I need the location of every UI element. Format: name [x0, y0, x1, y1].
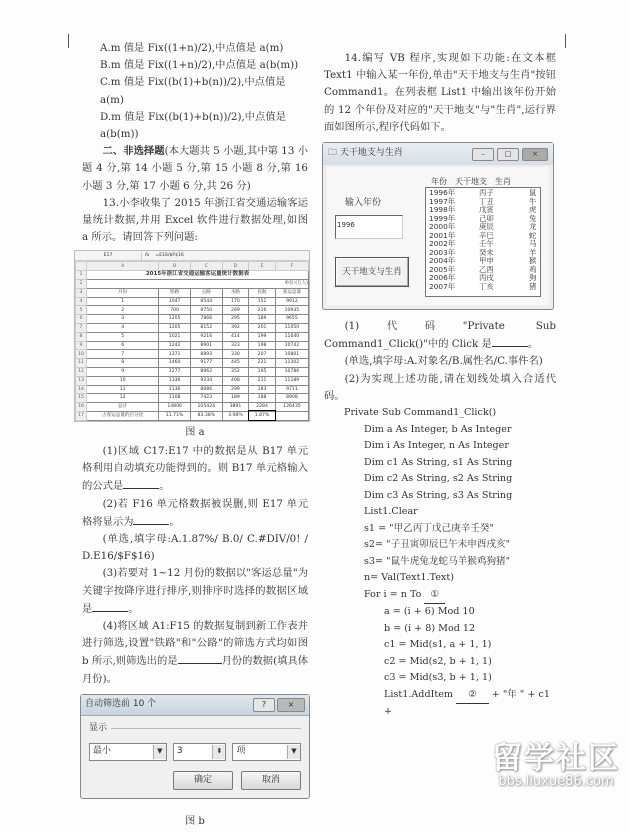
data-cell: 1021: [159, 332, 191, 341]
code-line: n= Val(Text1.Text): [364, 572, 454, 584]
answer-blank: [92, 600, 128, 612]
data-cell: 7866: [190, 315, 222, 324]
list-item-year: 2003年: [429, 247, 456, 257]
list-item-year: 2000年: [429, 222, 456, 232]
q13-3-text: (3)若要对 1~12 月份的数据以"客运总量"为关键字按降序进行排序,则排序时选择的数据区域是: [82, 567, 308, 615]
data-cell: 8750: [190, 306, 222, 315]
data-cell: 126435: [275, 403, 308, 412]
list-item-ganzhi: 丁亥: [479, 281, 494, 291]
excel-grid: [75, 261, 309, 420]
watermark-title: 留学社区: [492, 741, 620, 776]
list-item-zodiac: 狗: [529, 273, 537, 283]
data-cell: 9655: [275, 315, 308, 324]
data-cell: 211: [249, 376, 276, 385]
excel-figure: [74, 250, 310, 421]
code-line: c2 = Mid(s2, b + 1, 1): [384, 655, 492, 667]
data-cell: 占客运总量的百分比: [87, 411, 159, 420]
row-number: 6: [76, 315, 87, 324]
data-cell: 183: [249, 385, 276, 394]
table-row: [76, 288, 309, 297]
list-item-zodiac: 鼠: [529, 188, 537, 198]
for-prefix: For i = n To: [364, 588, 422, 600]
header-zodiac: 生肖: [495, 177, 511, 187]
data-cell: 5: [87, 332, 159, 341]
list-item-ganzhi: 辛巳: [479, 230, 494, 240]
row-number: 3: [76, 288, 87, 297]
row-number: 12: [76, 368, 87, 377]
section2-text: (本大题共 5 小题,其中第 13 小题 4 分,第 14 小题 5 分,第 15 小题 8 分,第 16 小题 3 分,第 17 小题 6 分,共 26 分): [82, 145, 309, 192]
q13-2-text: (2)若 F16 单元格数据被误删,则 E17 单元格将显示为: [82, 497, 308, 528]
watermark-url: bbs.liuxue86.com: [498, 774, 614, 789]
right-column: [324, 50, 556, 721]
code-line: c1 = Mid(s1, a + 1, 1): [384, 639, 492, 651]
list-item-zodiac: 龙: [529, 222, 537, 232]
data-cell: 8: [87, 359, 159, 368]
fig-a-caption: 图 a: [185, 426, 205, 438]
formula-input[interactable]: =E16/$F$16: [155, 253, 184, 259]
data-cell: 408: [222, 376, 249, 385]
row-number: 5: [76, 306, 87, 315]
period: 。: [169, 515, 180, 528]
data-cell: 1.87%: [249, 411, 276, 420]
row-number: 4: [76, 297, 87, 306]
list-item-zodiac: 猪: [529, 281, 537, 291]
dialog-title: 自动筛选前 10 个: [85, 699, 157, 710]
data-cell: 11.71%: [159, 411, 191, 420]
additem-suffix: + "年 " + c1 +: [384, 688, 550, 718]
period: 。: [128, 602, 139, 615]
section2-heading: 二、非选择题: [102, 145, 165, 158]
data-cell: 201: [249, 324, 276, 333]
data-cell: 2284: [249, 403, 276, 412]
crop-mark-left: [54, 34, 69, 48]
column-header: D: [222, 262, 249, 271]
row-number: 14: [76, 385, 87, 394]
row-number: 9: [76, 341, 87, 350]
code-line-for: [324, 587, 556, 605]
code-line-additem: [324, 687, 556, 721]
data-cell: 9177: [190, 359, 222, 368]
q14-1: [324, 318, 556, 353]
close-button[interactable]: ×: [277, 698, 305, 712]
show-group: [89, 720, 301, 737]
data-cell: 1205: [159, 324, 191, 333]
data-cell: 1277: [159, 368, 191, 377]
data-cell: 8908: [275, 394, 308, 403]
data-cell: 299: [222, 385, 249, 394]
data-cell: 11050: [275, 324, 308, 333]
q13-3: [82, 565, 308, 618]
data-cell: 9912: [275, 297, 308, 306]
data-cell: 9234: [190, 376, 222, 385]
fig-b-caption: 图 b: [185, 816, 205, 828]
table-row: [76, 341, 309, 350]
command1-button[interactable]: 天干地支与生肖: [335, 257, 409, 287]
fx-icon: fx: [145, 253, 150, 259]
form-titlebar: [323, 143, 553, 165]
list-item-ganzhi: 戊寅: [479, 205, 494, 215]
data-cell: 414: [222, 332, 249, 341]
column-header: B: [159, 262, 191, 271]
option-c: C.m 值是 Fix((b(1)+b(n))/2),中点值是 a(m): [100, 76, 286, 106]
data-cell: 216: [249, 306, 276, 315]
list-item-zodiac: 牛: [529, 196, 537, 206]
data-cell: 10742: [275, 341, 308, 350]
data-cell: 1205: [159, 315, 191, 324]
blank-1: ①: [424, 587, 445, 605]
form-icon: 🗀: [328, 148, 338, 159]
data-cell: [275, 411, 308, 420]
data-cell: 1371: [159, 350, 191, 359]
list-item-year: 2006年: [429, 273, 456, 283]
code-line: Dim i As Integer, n As Integer: [364, 440, 509, 452]
unit-label: 单位:(万人): [87, 280, 309, 289]
data-cell: 195: [249, 368, 276, 377]
ok-button[interactable]: 确定: [173, 771, 233, 790]
table-row: [76, 385, 309, 394]
code-line: Dim c3 As String, s3 As String: [364, 489, 513, 501]
close-button[interactable]: ×: [522, 148, 548, 161]
row-number: 15: [76, 394, 87, 403]
list1-listbox[interactable]: [425, 187, 541, 297]
list-item-ganzhi: 甲申: [479, 256, 494, 266]
table-row: [76, 297, 309, 306]
show-label: 显示: [89, 722, 108, 733]
data-cell: 10935: [275, 306, 308, 315]
list-item-year: 2005年: [429, 264, 456, 274]
list-item-year: 1997年: [429, 196, 456, 206]
table-row: [76, 280, 309, 289]
data-cell: 9: [87, 368, 159, 377]
q13-4: [82, 618, 308, 688]
code-line: b = (i + 8) Mod 12: [384, 622, 476, 634]
data-cell: 1047: [159, 297, 191, 306]
row-number: 1: [76, 271, 87, 280]
q14-intro: 14.编写 VB 程序,实现如下功能:在文本框 Text1 中输入某一年份,单击"天干地支与生肖"按钮 Command1。在列表框 List1 中输出该年份开始的 12 个年份及对应的"天干地支"与"生肖",运行界面如图所示,程序代码如下。: [324, 52, 556, 133]
q13-4-text: (4)将区域 A1:F15 的数据复制到新工作表并进行筛选,设置"铁路"和"公路"的筛选方式均如图 b 所示,则筛选出的是: [82, 620, 308, 668]
period: 。: [527, 338, 539, 351]
chevron-down-icon[interactable]: ▼: [153, 745, 166, 759]
list-item-zodiac: 猴: [529, 256, 537, 266]
data-cell: 170: [222, 297, 249, 306]
list-item-year: 2001年: [429, 230, 456, 240]
data-cell: 6: [87, 341, 159, 350]
data-cell: 11: [87, 385, 159, 394]
chevron-down-icon[interactable]: ▼: [287, 745, 300, 759]
code-line: Private Sub Command1_Click(): [344, 407, 497, 419]
data-cell: 700: [159, 306, 191, 315]
data-cell: 1336: [159, 376, 191, 385]
data-cell: 10786: [275, 368, 308, 377]
left-column: [78, 40, 309, 832]
dialog-titlebar: [81, 695, 309, 716]
data-cell: 8893: [190, 350, 222, 359]
list-item-ganzhi: 丁丑: [479, 196, 494, 206]
list-item-ganzhi: 壬午: [479, 239, 494, 249]
data-cell: 188: [249, 394, 276, 403]
blank-2: ②: [456, 687, 489, 705]
text1-input[interactable]: 1996: [335, 215, 403, 239]
data-cell: 9711: [275, 385, 308, 394]
data-cell: 10801: [275, 350, 308, 359]
code-line: c3 = Mid(s3, b + 1, 1): [384, 672, 492, 684]
q14-1-choices: (单选,填字母:A.对象名/B.属性名/C.事件名): [344, 355, 543, 368]
name-box[interactable]: E17: [75, 252, 142, 260]
data-cell: 2: [87, 306, 159, 315]
items-percent-select[interactable]: [232, 743, 301, 761]
answer-blank: [133, 513, 169, 525]
data-cell: 11189: [275, 376, 308, 385]
table-row: [76, 306, 309, 315]
formula-bar: [75, 251, 309, 261]
code-line: Dim a As Integer, b As Integer: [364, 423, 512, 435]
option-a: A.m 值是 Fix((1+n)/2),中点值是 a(m): [100, 42, 284, 54]
column-header: E: [249, 262, 276, 271]
list-item-zodiac: 鸡: [529, 264, 537, 274]
list-item-ganzhi: 丙子: [479, 188, 494, 198]
row-number: 13: [76, 376, 87, 385]
header-ganzhi: 天干地支: [455, 177, 487, 187]
data-cell: 总计: [87, 403, 159, 412]
list-item[interactable]: [429, 283, 537, 292]
top-bottom-value: 最小: [93, 746, 112, 757]
data-cell: 8152: [190, 324, 222, 333]
q14-1-text: (1)代码"Private Sub Command1_Click()"中的 Click 是: [324, 320, 556, 351]
table-row: [76, 394, 309, 403]
data-cell: 1136: [159, 385, 191, 394]
row-number: 7: [76, 324, 87, 333]
sheet-title: 2015年浙江省交通运输客运量统计数据表: [87, 271, 309, 280]
autofilter-dialog: [80, 694, 310, 799]
option-b: B.m 值是 Fix((1+n)/2),中点值是 a(b(m)): [100, 59, 299, 72]
code-line: Dim c1 As String, s1 As String: [364, 456, 513, 468]
answer-blank: [178, 652, 222, 664]
data-cell: 330: [222, 350, 249, 359]
row-number: 17: [76, 411, 87, 420]
q14-2: (2)为实现上述功能,请在划线处填入合适代码。: [324, 372, 556, 402]
list-item-zodiac: 蛇: [529, 230, 537, 240]
header-cell: 客运总量: [275, 288, 308, 297]
q13-2-choices: (单选,填字母:A.1.87%/ B.0/ C.#DIV/0! / D.E16/$F$16): [82, 533, 308, 563]
data-cell: 221: [249, 359, 276, 368]
list-item-ganzhi: 丙戌: [479, 273, 494, 283]
data-cell: 1242: [159, 341, 191, 350]
maximize-button[interactable]: □: [497, 148, 519, 161]
data-cell: 12: [87, 394, 159, 403]
input-year-label: 输入年份: [345, 198, 382, 209]
period: 。: [159, 480, 170, 493]
row-number: 16: [76, 403, 87, 412]
data-cell: 9216: [190, 332, 222, 341]
data-cell: 323: [222, 341, 249, 350]
list-item-zodiac: 虎: [529, 205, 537, 215]
vb-code: [324, 405, 556, 721]
vb-form-window: [322, 142, 554, 310]
q13-1: [82, 443, 308, 496]
section2: [82, 143, 308, 195]
data-cell: 189: [249, 315, 276, 324]
minimize-button[interactable]: –: [472, 148, 494, 161]
watermark-logo: [492, 743, 620, 789]
table-row: [76, 403, 309, 412]
data-cell: 83.38%: [190, 411, 222, 420]
row-number: 8: [76, 332, 87, 341]
data-cell: 445: [222, 359, 249, 368]
list-item-zodiac: 羊: [529, 247, 537, 257]
data-cell: 198: [249, 341, 276, 350]
list-item-ganzhi: 癸未: [479, 247, 494, 257]
data-cell: 8086: [190, 385, 222, 394]
row-number: 11: [76, 359, 87, 368]
data-cell: 11640: [275, 332, 308, 341]
data-cell: 8962: [190, 368, 222, 377]
header-cell: 铁路: [159, 288, 191, 297]
data-cell: 1: [87, 297, 159, 306]
answer-blank: [123, 477, 159, 489]
column-header-row: [76, 262, 309, 271]
header-cell: 月份: [87, 288, 159, 297]
table-row: [76, 359, 309, 368]
table-row: [76, 315, 309, 324]
data-cell: 269: [222, 306, 249, 315]
code-line: Dim c2 As String, s2 As String: [364, 473, 513, 485]
data-cell: 199: [249, 332, 276, 341]
data-cell: 352: [222, 368, 249, 377]
q13-4-text-end: 月份的数据(填具体月份)。: [82, 655, 308, 685]
data-cell: 207: [249, 350, 276, 359]
code-line: s2= "子丑寅卯辰巳午未申酉戌亥": [364, 539, 511, 551]
list-item-year: 1999年: [429, 213, 456, 223]
list-item-year: 1996年: [429, 188, 456, 198]
corner-cell: [76, 262, 87, 271]
option-d: D.m 值是 Fix((b(1)+b(n))/2),中点值是 a(b(m)): [100, 110, 286, 141]
data-cell: 14806: [159, 403, 191, 412]
list-item-ganzhi: 乙酉: [479, 264, 494, 274]
column-header: C: [190, 262, 222, 271]
data-cell: 189: [222, 394, 249, 403]
q13-2: [82, 496, 308, 531]
list-item-year: 2002年: [429, 239, 456, 249]
list-item-zodiac: 马: [529, 239, 537, 249]
data-cell: 3.08%: [222, 411, 249, 420]
data-cell: 10: [87, 376, 159, 385]
spinner-arrows-icon[interactable]: ⬍: [212, 745, 225, 759]
list-item-zodiac: 兔: [529, 213, 537, 223]
list-item-year: 1998年: [429, 205, 456, 215]
help-button[interactable]: ?: [253, 698, 275, 712]
data-cell: 1108: [159, 394, 191, 403]
data-cell: 295: [222, 315, 249, 324]
table-row: [76, 271, 309, 280]
code-line: List1.Clear: [364, 506, 418, 518]
code-line: a = (i + 6) Mod 10: [384, 606, 475, 618]
list-item-year: 2004年: [429, 256, 456, 266]
data-cell: 392: [222, 324, 249, 333]
table-row: [76, 376, 309, 385]
header-cell: 公路: [190, 288, 222, 297]
data-cell: 7423: [190, 394, 222, 403]
list-item-ganzhi: 庚辰: [479, 222, 494, 232]
list-item-ganzhi: 己卯: [479, 213, 494, 223]
table-row: [76, 332, 309, 341]
data-cell: 11302: [275, 359, 308, 368]
table-row: [76, 324, 309, 333]
list-item-year: 2007年: [429, 281, 456, 291]
data-cell: 3: [87, 315, 159, 324]
table-row: [76, 350, 309, 359]
items-value: 项: [236, 746, 246, 757]
row-number: 2: [76, 280, 87, 289]
cancel-button[interactable]: 取消: [241, 771, 301, 790]
data-cell: 8544: [190, 297, 222, 306]
table-row: [76, 411, 309, 420]
header-year: 年份: [431, 177, 447, 187]
code-line: s1 = "甲乙丙丁戊己庚辛壬癸": [364, 522, 494, 534]
q13-intro: 13.小李收集了 2015 年浙江省交通运输客运量统计数据,并用 Excel 软件进行数据处理,如图 a 所示。请回答下列问题:: [82, 196, 308, 244]
row-number: 10: [76, 350, 87, 359]
header-cell: 民航: [249, 288, 276, 297]
q13-1-text: (1)区域 C17:E17 中的数据是从 B17 单元格利用自动填充功能得到的。则 B17 单元格输入的公式是: [82, 444, 308, 493]
data-cell: 4: [87, 324, 159, 333]
column-header: A: [87, 262, 159, 271]
data-cell: 3891: [222, 403, 249, 412]
answer-blank: [492, 335, 528, 347]
form-client: [327, 167, 549, 305]
column-header: F: [275, 262, 308, 271]
count-spinner[interactable]: [173, 743, 227, 761]
data-cell: 8901: [190, 341, 222, 350]
table-row: [76, 368, 309, 377]
data-cell: 105424: [190, 403, 222, 412]
top-bottom-select[interactable]: [89, 743, 167, 761]
crop-mark-right: [565, 34, 580, 48]
additem-prefix: List1.AddItem: [384, 688, 454, 700]
form-title: 天干地支与生肖: [339, 148, 403, 159]
data-cell: 151: [249, 297, 276, 306]
header-cell: 水路: [222, 288, 249, 297]
data-cell: 7: [87, 350, 159, 359]
data-cell: 1460: [159, 359, 191, 368]
count-value: 3: [176, 746, 183, 757]
code-line: s3= "鼠牛虎兔龙蛇马羊猴鸡狗猪": [364, 555, 511, 567]
